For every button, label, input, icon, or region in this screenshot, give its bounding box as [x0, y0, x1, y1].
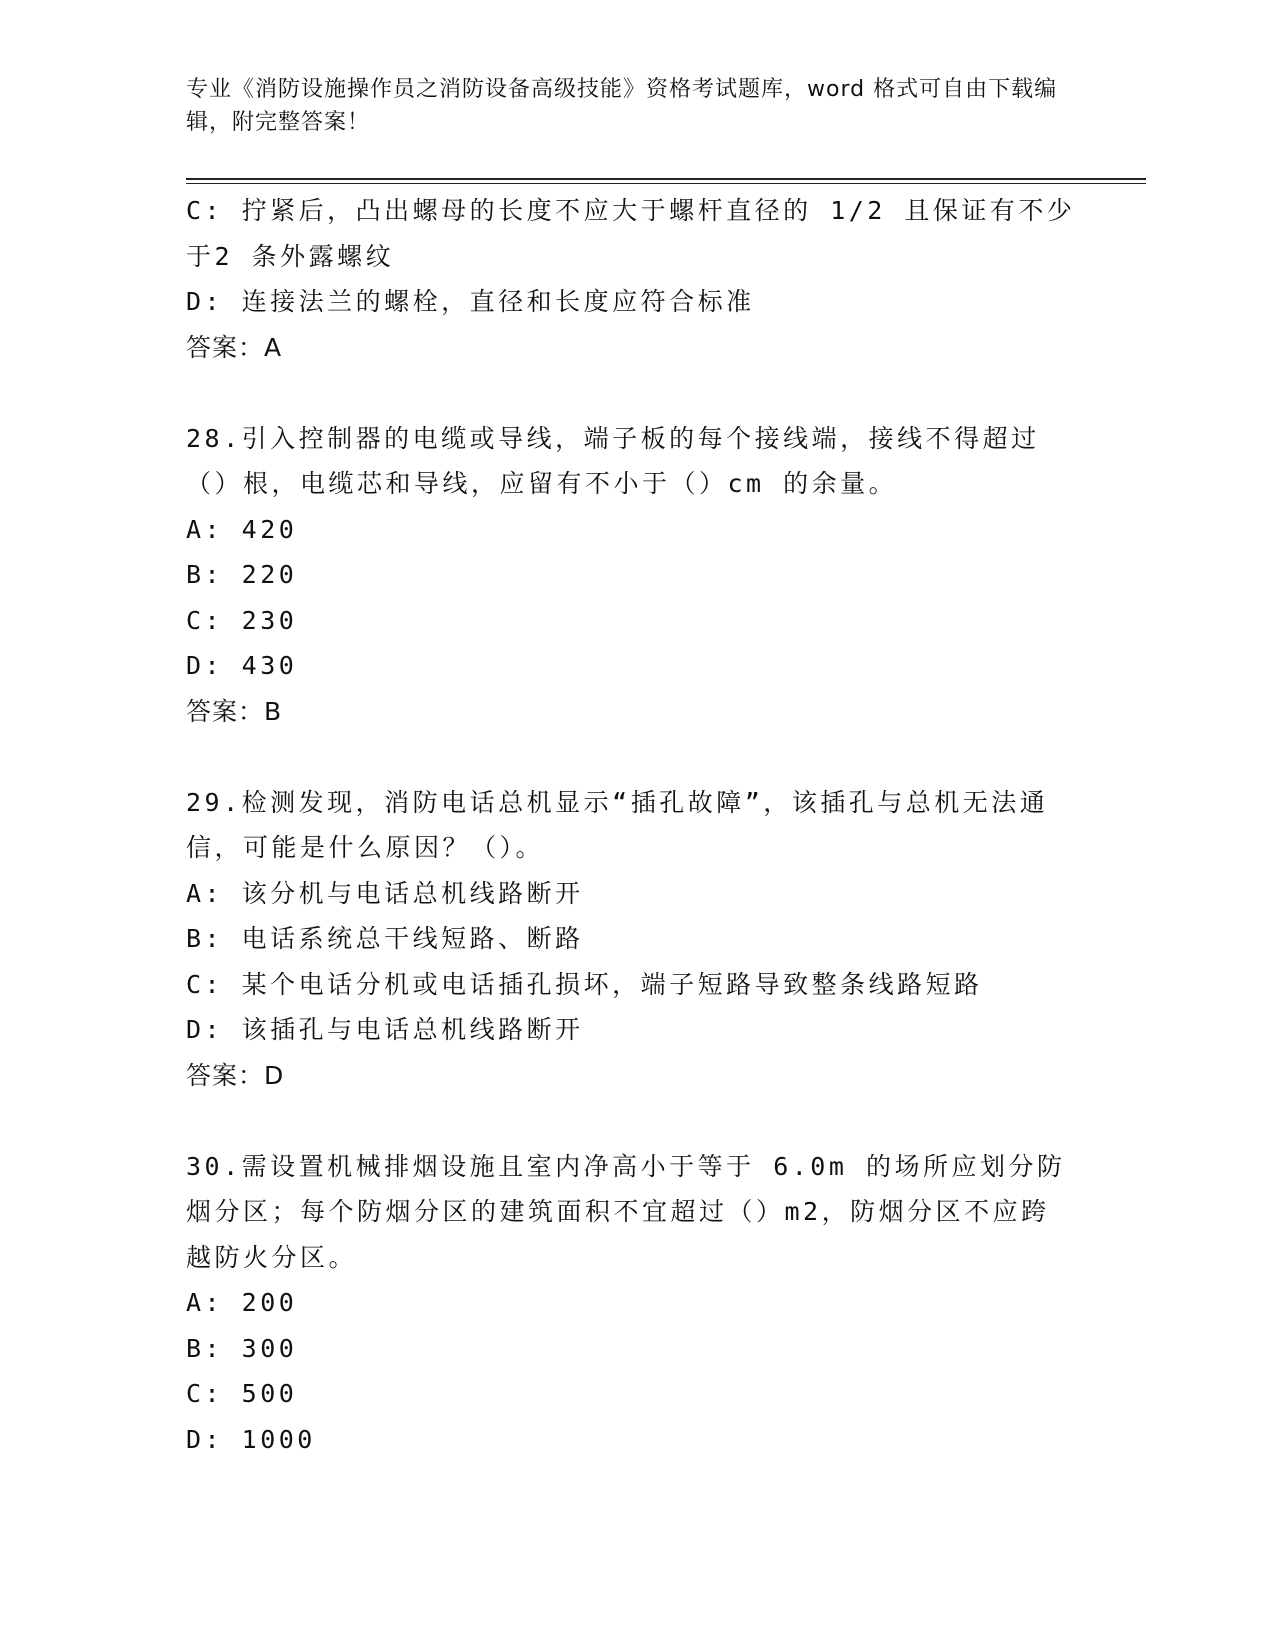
- answer: 答案：A: [186, 332, 283, 362]
- answer: 答案：D: [186, 1060, 285, 1090]
- question-stem: 28.引入控制器的电缆或导线，端子板的每个接线端，接线不得超过（）根，电缆芯和导线，应留有不小于（）cm 的余量。: [186, 423, 1040, 498]
- header-divider-thin: [186, 183, 1146, 184]
- option-d: D: 该插孔与电话总机线路断开: [186, 1015, 584, 1044]
- spacer: [186, 1098, 1076, 1144]
- option-b: B: 300: [186, 1333, 298, 1363]
- option-d: D: 430: [186, 651, 298, 680]
- option-c: C: 某个电话分机或电话插孔损坏，端子短路导致整条线路短路: [186, 969, 983, 999]
- option-a: A: 420: [186, 514, 298, 544]
- document-intro: 专业《消防设施操作员之消防设备高级技能》资格考试题库，word 格式可自由下载编辑，附完整答案！: [186, 77, 1058, 135]
- question-content: [186, 188, 1076, 1462]
- option-d: D: 连接法兰的螺栓，直径和长度应符合标准: [186, 287, 755, 316]
- answer: 答案：B: [186, 696, 283, 726]
- option-c: C: 拧紧后，凸出螺母的长度不应大于螺杆直径的 1/2 且保证有不少于2 条外露螺纹: [186, 196, 1076, 271]
- option-d: D: 1000: [186, 1424, 316, 1454]
- option-b: B: 电话系统总干线短路、断路: [186, 924, 584, 953]
- option-b: B: 220: [186, 560, 298, 589]
- option-a: A: 200: [186, 1288, 298, 1317]
- option-c: C: 230: [186, 605, 298, 635]
- option-c: C: 500: [186, 1379, 298, 1408]
- spacer: [186, 734, 1076, 780]
- question-stem: 30.需设置机械排烟设施且室内净高小于等于 6.0m 的场所应划分防烟分区；每个防烟分区的建筑面积不宜超过（）m2，防烟分区不应跨越防火分区。: [186, 1151, 1066, 1272]
- option-a: A: 该分机与电话总机线路断开: [186, 878, 584, 908]
- question-stem: 29.检测发现，消防电话总机显示“插孔故障”，该插孔与总机无法通信，可能是什么原因？（）。: [186, 787, 1049, 862]
- header-divider: [186, 178, 1146, 180]
- spacer: [186, 370, 1076, 416]
